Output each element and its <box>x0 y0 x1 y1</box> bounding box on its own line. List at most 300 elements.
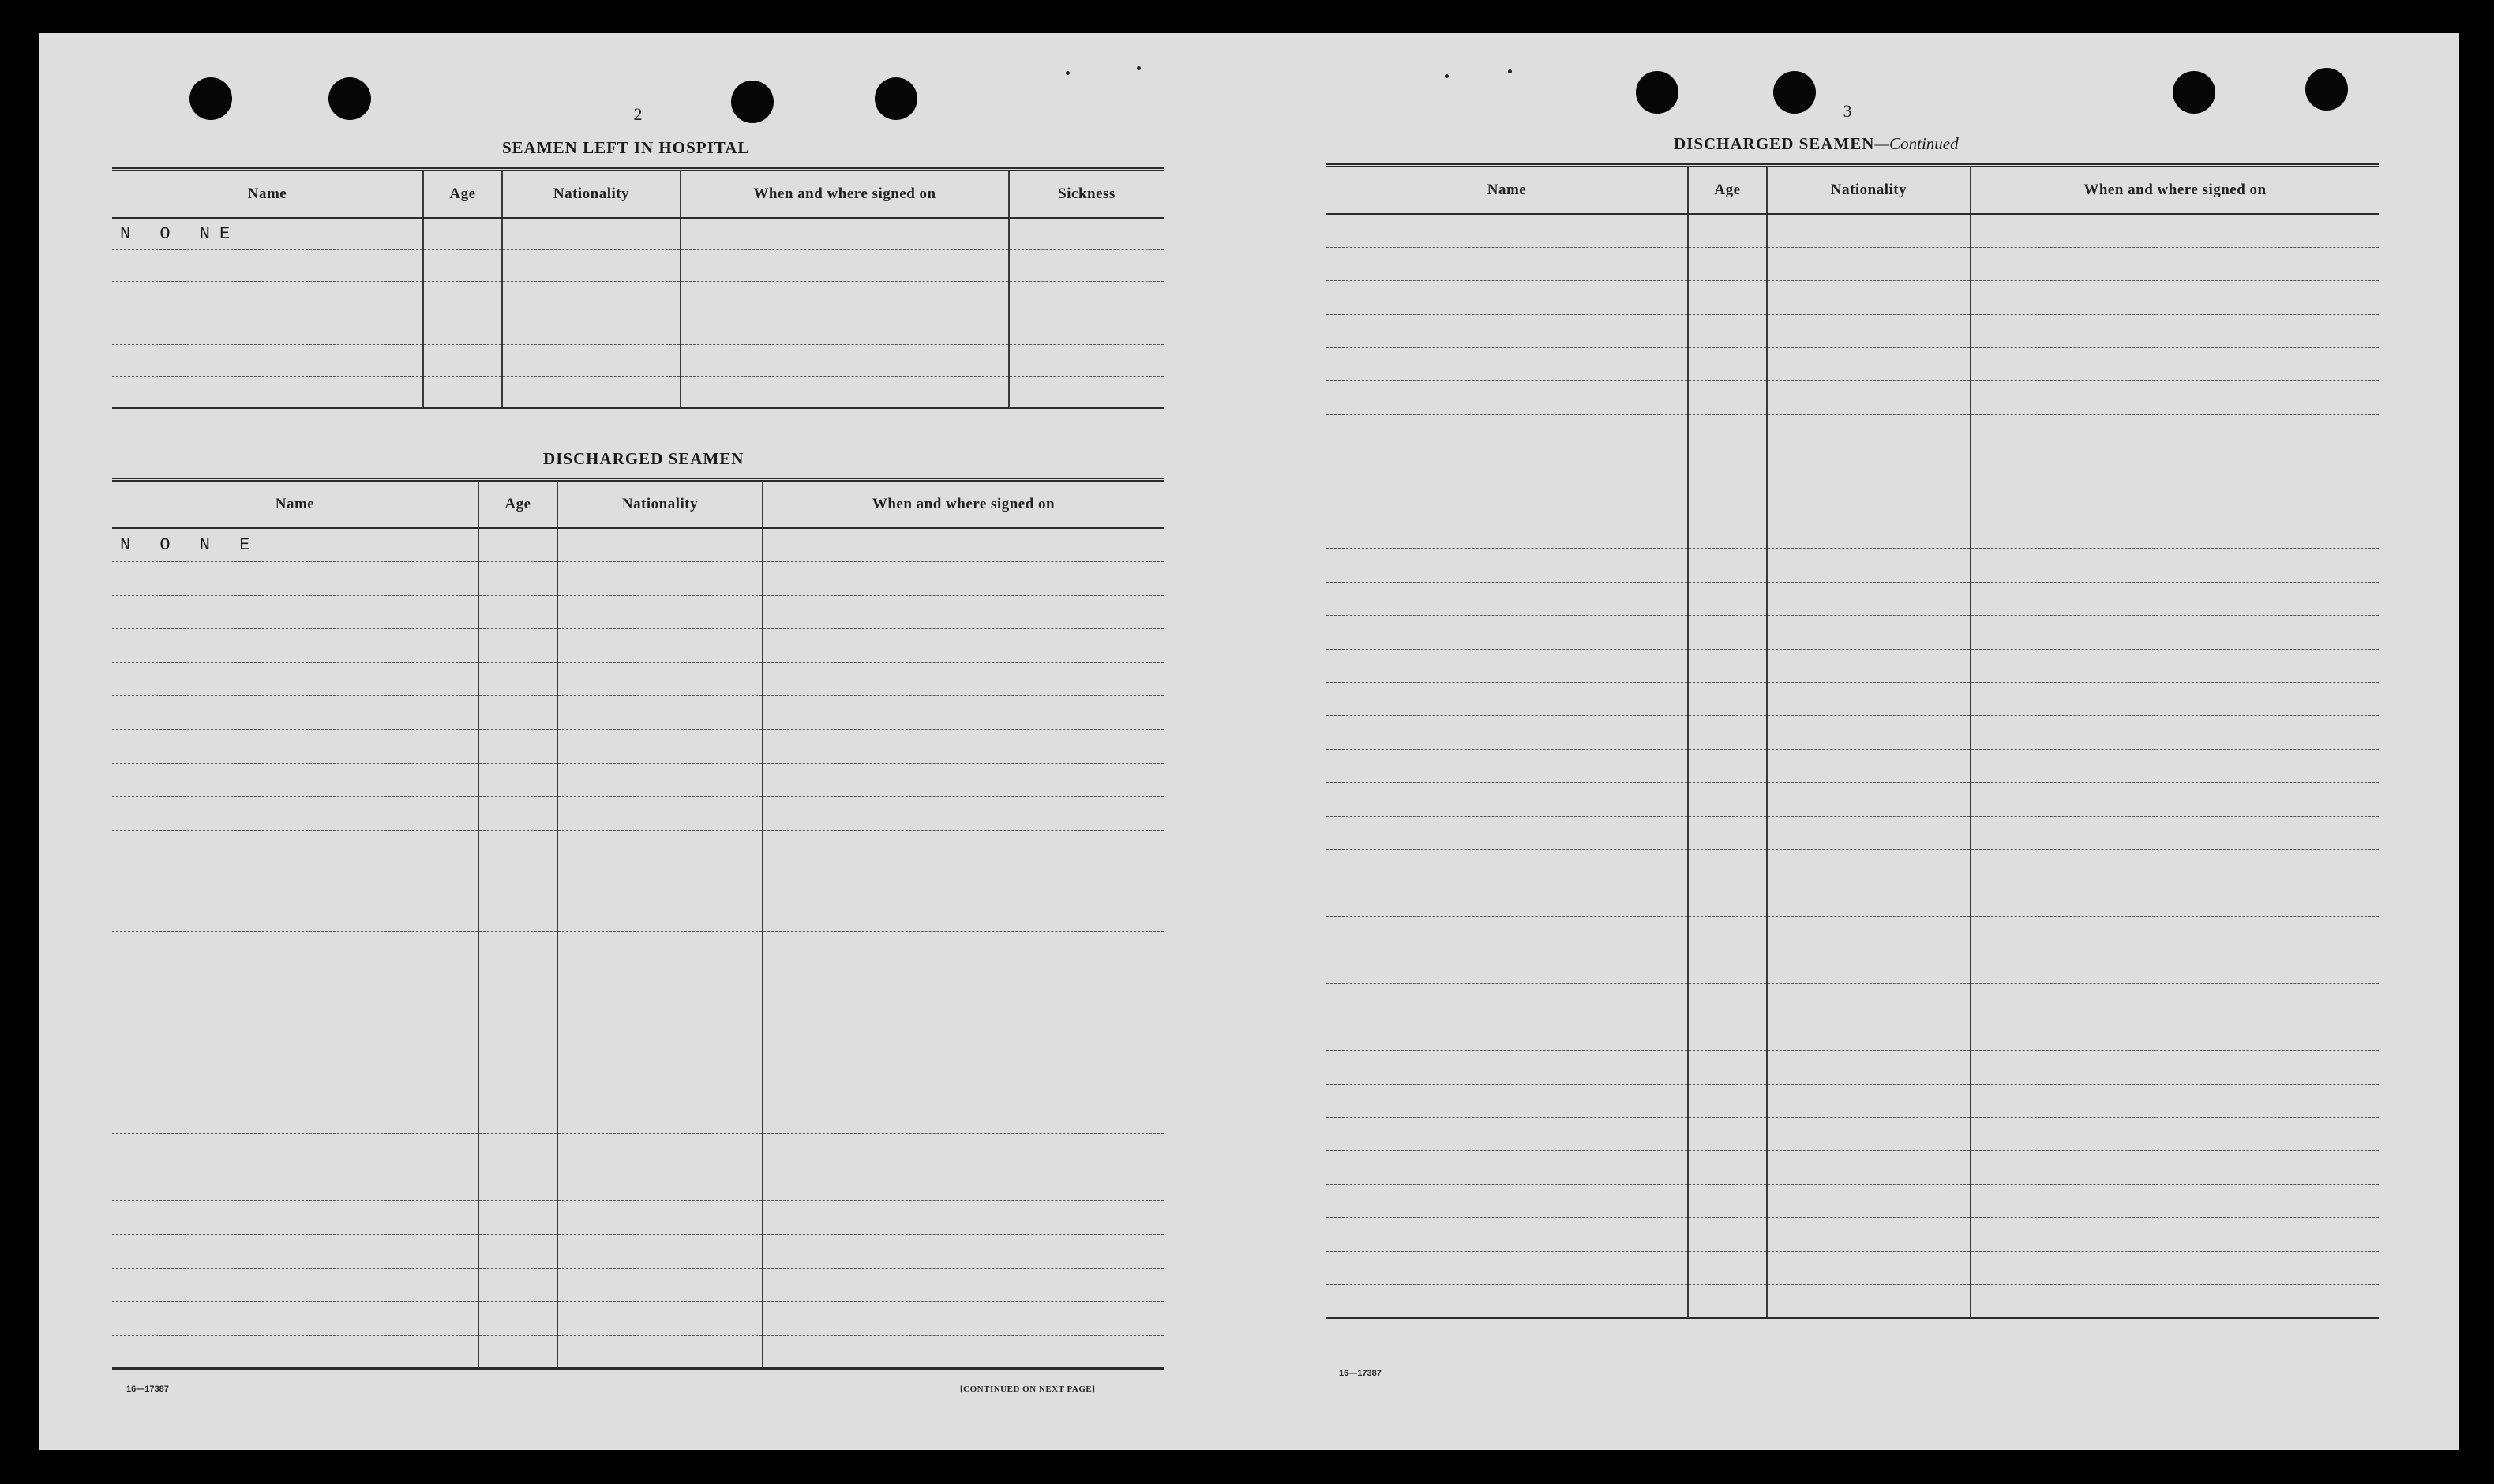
table-cell <box>478 1268 557 1302</box>
table-cell <box>1971 883 2379 916</box>
table-cell <box>1971 314 2379 347</box>
table-cell <box>1688 1017 1767 1050</box>
table-cell <box>112 629 478 663</box>
table-cell <box>112 662 478 696</box>
table-cell <box>478 629 557 663</box>
table-cell <box>763 730 1164 764</box>
table-cell <box>557 931 763 965</box>
table-cell <box>1688 883 1767 916</box>
table-cell <box>1767 414 1971 448</box>
table-cell <box>1688 1151 1767 1184</box>
table-row <box>1326 749 2379 782</box>
table-row <box>1326 716 2379 749</box>
table-row <box>1326 214 2379 247</box>
table-row <box>1326 1285 2379 1318</box>
table-cell <box>681 376 1009 407</box>
table-row <box>1326 1151 2379 1184</box>
table-row <box>1326 1184 2379 1217</box>
table-cell <box>1767 1285 1971 1318</box>
table-row <box>112 931 1164 965</box>
column-header: Name <box>112 170 423 219</box>
table-row <box>1326 816 2379 849</box>
table-cell <box>1767 783 1971 816</box>
table-cell <box>1767 214 1971 247</box>
table-row <box>112 898 1164 932</box>
column-header: Sickness <box>1009 170 1164 219</box>
table-row <box>1326 281 2379 314</box>
table-cell <box>112 1268 478 1302</box>
table-cell <box>112 249 423 281</box>
table-cell <box>478 696 557 730</box>
table-cell <box>478 1100 557 1134</box>
table-cell <box>557 965 763 999</box>
table-row <box>1326 448 2379 482</box>
table-cell <box>1688 649 1767 682</box>
column-header: Nationality <box>1767 166 1971 215</box>
column-header: When and where signed on <box>1971 166 2379 215</box>
table-cell <box>1767 849 1971 883</box>
table-cell <box>112 1302 478 1336</box>
table-cell <box>557 730 763 764</box>
table-cell <box>1767 1084 1971 1117</box>
table-cell <box>423 376 502 407</box>
table-cell <box>1971 1251 2379 1284</box>
table-cell <box>112 1134 478 1167</box>
table-cell <box>557 1302 763 1336</box>
table-cell <box>1767 1218 1971 1251</box>
table-cell <box>112 763 478 797</box>
table-cell <box>478 931 557 965</box>
table-row <box>1326 1118 2379 1151</box>
table-row <box>1326 1051 2379 1084</box>
table-cell <box>763 629 1164 663</box>
table-cell <box>112 344 423 376</box>
table-cell <box>112 730 478 764</box>
table-cell <box>1326 582 1688 615</box>
table-row <box>112 1201 1164 1235</box>
table-row <box>112 864 1164 898</box>
table-row <box>112 830 1164 864</box>
table-cell <box>1971 849 2379 883</box>
table-cell <box>112 281 423 313</box>
table-cell <box>478 898 557 932</box>
table-cell <box>557 1100 763 1134</box>
table-cell <box>1326 950 1688 984</box>
column-header: Nationality <box>557 480 763 529</box>
table-cell <box>557 1134 763 1167</box>
table-row <box>1326 849 2379 883</box>
title-main: DISCHARGED SEAMEN <box>1674 134 1875 153</box>
table-cell <box>1326 1118 1688 1151</box>
column-header: Nationality <box>502 170 681 219</box>
table-row <box>1326 1251 2379 1284</box>
table-cell <box>1688 448 1767 482</box>
table-cell <box>1688 314 1767 347</box>
table-cell <box>1971 783 2379 816</box>
table-cell <box>1767 549 1971 582</box>
table-cell <box>112 1335 478 1369</box>
table-cell <box>1971 749 2379 782</box>
table-cell <box>1767 950 1971 984</box>
table-row <box>112 1100 1164 1134</box>
table-cell <box>1767 281 1971 314</box>
table-cell <box>557 999 763 1032</box>
table-cell <box>763 1100 1164 1134</box>
table-cell <box>1326 381 1688 414</box>
table-row <box>1326 381 2379 414</box>
table-cell <box>112 1167 478 1201</box>
table-cell <box>557 797 763 831</box>
hospital-table <box>112 167 1164 409</box>
table-cell <box>1971 649 2379 682</box>
table-cell <box>478 1234 557 1268</box>
table-cell <box>1326 1017 1688 1050</box>
discharged-table <box>112 478 1164 1370</box>
table-row <box>112 1032 1164 1066</box>
table-cell <box>1326 816 1688 849</box>
table-cell <box>557 1167 763 1201</box>
table-row <box>112 376 1164 407</box>
table-cell <box>1009 218 1164 249</box>
table-cell <box>1009 281 1164 313</box>
table-cell <box>557 763 763 797</box>
table-cell <box>1326 749 1688 782</box>
form-number: 16—17387 <box>1339 1369 1382 1378</box>
table-cell <box>1326 1051 1688 1084</box>
table-row <box>1326 950 2379 984</box>
table-cell <box>112 931 478 965</box>
table-cell <box>478 965 557 999</box>
title-suffix: —Continued <box>1874 134 1959 153</box>
left-page <box>39 33 1208 1450</box>
table-row <box>1326 649 2379 682</box>
table-cell <box>502 344 681 376</box>
table-cell <box>1767 1017 1971 1050</box>
table-cell <box>763 662 1164 696</box>
table-cell <box>763 898 1164 932</box>
table-cell <box>1767 515 1971 549</box>
table-cell <box>557 1066 763 1100</box>
table-cell <box>112 864 478 898</box>
hospital-section-title: SEAMEN LEFT IN HOSPITAL <box>502 138 750 157</box>
table-cell <box>1326 1151 1688 1184</box>
table-cell <box>763 864 1164 898</box>
table-cell <box>1971 348 2379 381</box>
table-row <box>112 797 1164 831</box>
table-cell <box>557 864 763 898</box>
table-cell <box>112 1100 478 1134</box>
table-row <box>112 965 1164 999</box>
table-cell <box>557 595 763 629</box>
table-cell <box>1688 783 1767 816</box>
table-row <box>1326 549 2379 582</box>
table-cell <box>1326 1251 1688 1284</box>
table-cell <box>1326 247 1688 280</box>
table-cell <box>1767 649 1971 682</box>
table-cell <box>112 965 478 999</box>
table-cell <box>1688 247 1767 280</box>
table-cell <box>1971 716 2379 749</box>
table-cell <box>1767 1251 1971 1284</box>
table-cell <box>557 1032 763 1066</box>
table-cell <box>681 249 1009 281</box>
table-cell <box>681 281 1009 313</box>
table-cell <box>423 281 502 313</box>
table-cell <box>502 218 681 249</box>
table-cell <box>423 249 502 281</box>
table-cell <box>112 999 478 1032</box>
table-cell <box>112 313 423 344</box>
table-cell <box>112 797 478 831</box>
table-cell <box>1688 716 1767 749</box>
table-cell <box>112 696 478 730</box>
table-cell <box>763 595 1164 629</box>
table-cell <box>502 249 681 281</box>
table-cell <box>478 1335 557 1369</box>
table-cell <box>1767 348 1971 381</box>
table-cell <box>681 344 1009 376</box>
table-cell <box>1971 515 2379 549</box>
table-cell <box>557 662 763 696</box>
form-number: 16—17387 <box>126 1385 169 1394</box>
table-cell <box>1688 1184 1767 1217</box>
table-cell <box>1688 816 1767 849</box>
table-row <box>112 1066 1164 1100</box>
table-cell <box>1688 950 1767 984</box>
table-row <box>112 696 1164 730</box>
table-row <box>1326 883 2379 916</box>
table-cell <box>1326 883 1688 916</box>
table-cell <box>478 1167 557 1201</box>
table-cell <box>763 1302 1164 1336</box>
table-cell <box>557 629 763 663</box>
table-cell <box>478 662 557 696</box>
table-cell <box>1326 1218 1688 1251</box>
table-cell <box>1326 281 1688 314</box>
table-cell <box>763 965 1164 999</box>
column-header: Name <box>112 480 478 529</box>
table-cell <box>1326 616 1688 649</box>
table-cell <box>112 1066 478 1100</box>
table-row <box>112 595 1164 629</box>
table-cell <box>1971 582 2379 615</box>
table-row <box>112 999 1164 1032</box>
table-cell <box>763 830 1164 864</box>
table-row <box>112 218 1164 249</box>
table-cell <box>478 528 557 562</box>
table-cell <box>557 528 763 562</box>
table-row <box>112 730 1164 764</box>
table-cell <box>478 1066 557 1100</box>
table-cell <box>1767 883 1971 916</box>
table-cell <box>502 313 681 344</box>
table-cell <box>1971 1285 2379 1318</box>
table-cell <box>1009 344 1164 376</box>
table-cell <box>1326 214 1688 247</box>
column-header: Age <box>1688 166 1767 215</box>
table-cell <box>557 1201 763 1235</box>
table-cell <box>1326 549 1688 582</box>
table-cell <box>1971 682 2379 715</box>
table-cell <box>1767 582 1971 615</box>
table-cell <box>1326 984 1688 1017</box>
continued-note: [CONTINUED ON NEXT PAGE] <box>960 1385 1096 1394</box>
table-cell <box>478 999 557 1032</box>
table-cell <box>763 931 1164 965</box>
column-header: Age <box>478 480 557 529</box>
table-cell <box>112 1234 478 1268</box>
discharged-continued-table <box>1326 163 2379 1319</box>
table-row <box>112 629 1164 663</box>
table-cell <box>1326 482 1688 515</box>
table-cell <box>1688 482 1767 515</box>
table-cell <box>1326 682 1688 715</box>
table-cell <box>1009 313 1164 344</box>
table-cell <box>1767 682 1971 715</box>
table-cell <box>1688 849 1767 883</box>
table-cell <box>1971 448 2379 482</box>
column-header: When and where signed on <box>681 170 1009 219</box>
table-cell <box>681 313 1009 344</box>
table-cell <box>1767 984 1971 1017</box>
table-row <box>112 1268 1164 1302</box>
table-cell <box>478 562 557 596</box>
table-row <box>1326 1017 2379 1050</box>
table-cell <box>1971 1084 2379 1117</box>
table-cell <box>112 1201 478 1235</box>
page-number: 3 <box>1843 101 1852 121</box>
table-cell <box>1688 749 1767 782</box>
table-cell <box>112 898 478 932</box>
table-cell <box>1326 849 1688 883</box>
table-cell <box>1767 1184 1971 1217</box>
table-cell <box>1326 916 1688 950</box>
table-cell <box>763 1234 1164 1268</box>
table-cell <box>1688 582 1767 615</box>
table-row <box>1326 984 2379 1017</box>
table-cell <box>1971 1051 2379 1084</box>
table-cell <box>763 1335 1164 1369</box>
table-cell <box>1009 376 1164 407</box>
table-cell <box>1688 515 1767 549</box>
table-row <box>112 528 1164 562</box>
table-cell <box>557 898 763 932</box>
page-number: 2 <box>633 104 643 124</box>
table-cell <box>478 730 557 764</box>
table-cell <box>1326 1184 1688 1217</box>
table-cell <box>1326 1084 1688 1117</box>
table-cell <box>1688 1118 1767 1151</box>
table-cell <box>1767 314 1971 347</box>
table-row <box>1326 414 2379 448</box>
table-cell <box>763 1268 1164 1302</box>
table-cell <box>1767 1051 1971 1084</box>
table-row <box>1326 582 2379 615</box>
table-cell <box>557 696 763 730</box>
table-cell <box>1688 549 1767 582</box>
table-cell <box>1326 783 1688 816</box>
table-cell <box>1688 1251 1767 1284</box>
table-cell: N O NE <box>112 218 423 249</box>
discharged-continued-title <box>1674 134 1959 154</box>
table-cell <box>763 562 1164 596</box>
table-cell <box>1688 916 1767 950</box>
table-cell <box>1326 515 1688 549</box>
table-row <box>1326 482 2379 515</box>
table-cell <box>763 763 1164 797</box>
table-cell <box>1767 482 1971 515</box>
table-cell <box>557 830 763 864</box>
table-cell <box>1688 281 1767 314</box>
table-row <box>1326 247 2379 280</box>
table-cell <box>1971 1017 2379 1050</box>
table-row <box>112 344 1164 376</box>
table-cell <box>763 1066 1164 1100</box>
table-cell <box>1971 984 2379 1017</box>
table-cell <box>1971 1184 2379 1217</box>
table-cell <box>1767 1151 1971 1184</box>
column-header: Name <box>1326 166 1688 215</box>
table-cell <box>763 999 1164 1032</box>
table-cell <box>1326 414 1688 448</box>
table-cell: N O N E <box>112 528 478 562</box>
table-cell <box>557 1234 763 1268</box>
table-cell <box>478 1032 557 1066</box>
table-cell <box>423 344 502 376</box>
table-row <box>1326 1084 2379 1117</box>
table-cell <box>1688 616 1767 649</box>
table-cell <box>1326 649 1688 682</box>
table-cell <box>478 830 557 864</box>
table-cell <box>112 830 478 864</box>
table-cell <box>478 1134 557 1167</box>
table-cell <box>112 1032 478 1066</box>
table-cell <box>763 797 1164 831</box>
table-row <box>112 763 1164 797</box>
table-row <box>112 562 1164 596</box>
table-cell <box>1326 1285 1688 1318</box>
table-row <box>1326 314 2379 347</box>
table-cell <box>1767 1118 1971 1151</box>
table-row <box>112 1302 1164 1336</box>
table-cell <box>478 1302 557 1336</box>
table-row <box>1326 916 2379 950</box>
table-cell <box>1767 816 1971 849</box>
table-row <box>1326 783 2379 816</box>
table-row <box>112 281 1164 313</box>
table-cell <box>478 797 557 831</box>
column-header: Age <box>423 170 502 219</box>
table-cell <box>1971 950 2379 984</box>
table-cell <box>557 562 763 596</box>
table-row <box>112 1335 1164 1369</box>
table-row <box>112 1134 1164 1167</box>
table-cell <box>1688 348 1767 381</box>
table-row <box>1326 616 2379 649</box>
right-page <box>1271 33 2459 1450</box>
table-row <box>112 662 1164 696</box>
table-cell <box>557 1335 763 1369</box>
table-cell <box>1688 1218 1767 1251</box>
table-cell <box>1767 716 1971 749</box>
table-cell <box>112 376 423 407</box>
table-cell <box>502 376 681 407</box>
table-cell <box>1688 381 1767 414</box>
table-cell <box>1688 984 1767 1017</box>
table-cell <box>1971 482 2379 515</box>
table-cell <box>1971 616 2379 649</box>
table-cell <box>1688 1084 1767 1117</box>
